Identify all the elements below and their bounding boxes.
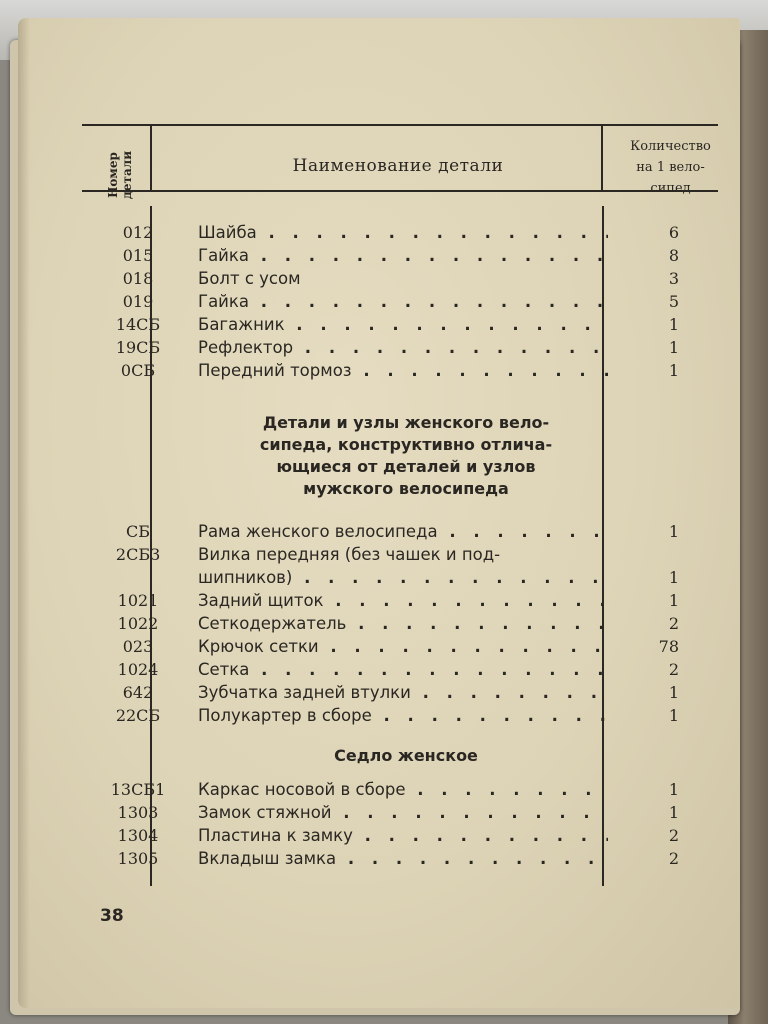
part-number: 1303	[117, 803, 159, 822]
header-quantity-line: на 1 вело-	[636, 160, 705, 175]
section-heading-line: Седло женское	[334, 746, 478, 765]
part-number: 19СБ	[115, 338, 161, 357]
part-number: 023	[122, 637, 154, 656]
part-name: Полукартер в сборе . . .	[198, 705, 608, 727]
table-row	[18, 521, 740, 543]
part-quantity: 3	[668, 269, 679, 288]
part-name: Вилка передняя (без чашек и под-	[198, 545, 501, 564]
table-row	[18, 337, 740, 359]
part-quantity: 6	[668, 223, 679, 242]
part-number: 015	[122, 246, 154, 265]
table-row	[18, 636, 740, 658]
table-row	[18, 245, 740, 267]
part-name: Гайка . . .	[198, 291, 608, 313]
part-quantity: 2	[668, 849, 679, 868]
part-name: Зубчатка задней втулки . . .	[198, 682, 608, 704]
part-name: Шайба . . .	[198, 222, 608, 244]
header-part-number: Номер детали	[106, 150, 134, 200]
table-row	[18, 848, 740, 870]
part-number: 019	[122, 292, 154, 311]
table-row	[18, 360, 740, 382]
part-number: 642	[122, 683, 154, 702]
part-name: Пластина к замку . . .	[198, 825, 608, 847]
part-name: Гайка . . .	[198, 245, 608, 267]
part-number: 14СБ	[115, 315, 161, 334]
column-divider-left	[150, 126, 152, 190]
table-row	[18, 567, 740, 589]
part-name: Каркас носовой в сборе . . .	[198, 779, 608, 801]
table-row	[18, 779, 740, 801]
part-quantity: 2	[668, 660, 679, 679]
part-number: 13СБ1	[110, 780, 166, 799]
part-number: 018	[122, 269, 154, 288]
part-quantity: 1	[668, 361, 679, 380]
part-name: Вкладыш замка . . .	[198, 848, 608, 870]
table-row	[18, 544, 740, 566]
table-row	[18, 613, 740, 635]
part-name: Рама женского велосипеда . . .	[198, 521, 608, 543]
part-quantity: 1	[668, 338, 679, 357]
table-row	[18, 659, 740, 681]
part-quantity: 1	[668, 568, 679, 587]
part-quantity: 1	[668, 780, 679, 799]
section-heading	[196, 412, 616, 500]
part-quantity: 5	[668, 292, 679, 311]
part-name: Болт с усом	[198, 269, 301, 288]
table-row	[18, 705, 740, 727]
part-number: 1021	[117, 591, 159, 610]
section-heading-line: ющиеся от деталей и узлов	[276, 457, 536, 476]
table-row	[18, 314, 740, 336]
part-name: Крючок сетки . . .	[198, 636, 608, 658]
header-part-name: Наименование детали	[292, 156, 504, 176]
part-quantity: 1	[668, 591, 679, 610]
part-name: Сеткодержатель . . .	[198, 613, 608, 635]
header-quantity	[618, 136, 723, 199]
section-heading-line: сипеда, конструктивно отлича-	[259, 435, 553, 454]
part-name: Рефлектор . . .	[198, 337, 608, 359]
table-row	[18, 268, 740, 290]
section-heading	[196, 745, 616, 767]
part-quantity: 1	[668, 803, 679, 822]
table-row	[18, 825, 740, 847]
header-quantity-line: сипед	[650, 181, 691, 196]
table-row	[18, 291, 740, 313]
part-quantity: 2	[668, 826, 679, 845]
part-quantity: 1	[668, 706, 679, 725]
section-heading-line: мужского велосипеда	[303, 479, 509, 498]
part-name: Замок стяжной . . .	[198, 802, 608, 824]
part-quantity: 2	[668, 614, 679, 633]
part-number: СБ	[126, 522, 150, 541]
part-number: 1305	[117, 849, 159, 868]
part-quantity: 1	[668, 522, 679, 541]
part-number: 1304	[117, 826, 159, 845]
header-quantity-line: Количество	[630, 139, 711, 154]
part-quantity: 1	[668, 315, 679, 334]
part-name: Сетка . . .	[198, 659, 608, 681]
part-number: 012	[122, 223, 154, 242]
part-name: Багажник . . .	[198, 314, 608, 336]
part-quantity: 8	[668, 246, 679, 265]
part-name: Передний тормоз . . .	[198, 360, 608, 382]
part-name: шипников) . . .	[198, 567, 608, 589]
part-number: 1024	[117, 660, 159, 679]
table-top-rule	[82, 124, 718, 126]
part-number: 0СБ	[120, 361, 156, 380]
section-heading-line: Детали и узлы женского вело-	[262, 413, 550, 432]
part-name: Задний щиток . . .	[198, 590, 608, 612]
table-row	[18, 682, 740, 704]
part-quantity: 78	[658, 637, 679, 656]
part-number: 1022	[117, 614, 159, 633]
table-row	[18, 802, 740, 824]
book-page	[18, 18, 740, 1008]
page-number: 38	[100, 906, 124, 926]
table-row	[18, 222, 740, 244]
table-row	[18, 590, 740, 612]
part-number: 2СБЗ	[115, 545, 161, 564]
part-quantity: 1	[668, 683, 679, 702]
part-number: 22СБ	[115, 706, 161, 725]
